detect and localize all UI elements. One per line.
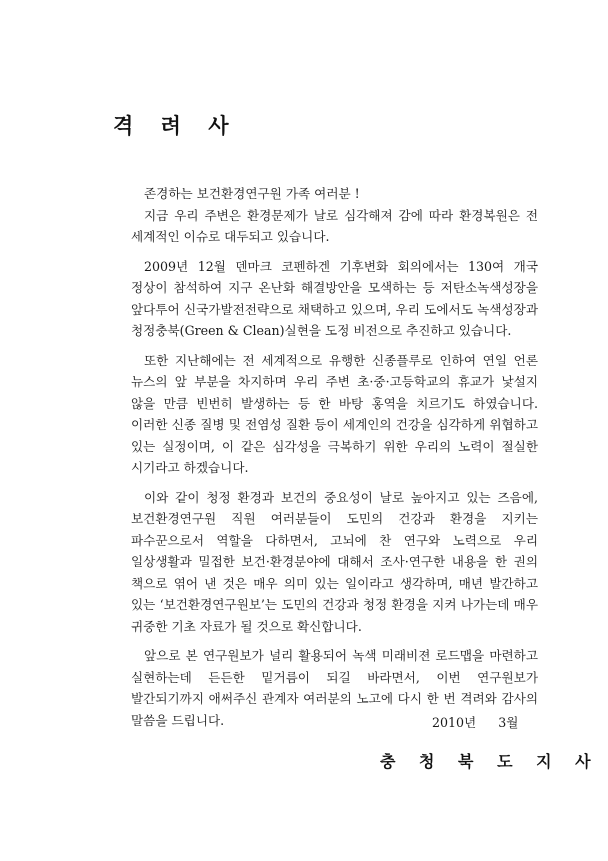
paragraph-2: 2009년 12월 덴마크 코펜하겐 기후변화 회의에서는 130여 개국 정상이 참석하여 지구 온난화 해결방안을 모색하는 등 저탄소녹색성장을 앞다투어 신국가발전전략으로 채택하고 있으며, 우리 도에서도 녹색성장과 청정충북(Green & Clean)실현을 도정 비전으로 추진하고 있습니다. [131, 258, 538, 338]
paragraph-1: 지금 우리 주변은 환경문제가 날로 심각해져 감에 따라 환경복원은 전 세계적인 이슈로 대두되고 있습니다. [131, 207, 538, 244]
paragraph-4: 이와 같이 청정 환경과 보건의 중요성이 날로 높아지고 있는 즈음에, 보건환경연구원 직원 여러분들이 도민의 건강과 환경을 지키는 파수꾼으로서 역할을 다하면서, 고뇌에 찬 연구와 노력으로 우리 일상생활과 밀접한 보건·환경분야에 대해서 조사·연구한 내용을 한 권의 책으로 엮어 낸 것은 매우 의미 있는 일이라고 생각하며, 매년 발간하고 있는 ‘보건환경연구원보’는 도민의 건강과 청정 환경을 지켜 나가는데 매우 귀중한 기초 자료가 될 것으로 확신합니다. [131, 489, 538, 634]
greeting-line: 존경하는 보건환경연구원 가족 여러분 ! [144, 186, 360, 201]
signature: 충 청 북 도 지 사 [380, 752, 600, 771]
page-title: 격 려 사 [113, 114, 239, 138]
letter-date [432, 712, 518, 731]
paragraph-3: 또한 지난해에는 전 세계적으로 유행한 신종플루로 인하여 연일 언론 뉴스의 앞 부분을 차지하며 우리 주변 초·중·고등학교의 휴교가 낯설지 않을 만큼 빈번히 발생하는 등 한 바탕 홍역을 치르기도 하였습니다. 이러한 신종 질병 및 전염성 질환 등이 세계인의 건강을 심각하게 위협하고 있는 실정이며, 이 같은 심각성을 극복하기 위한 우리의 노력이 절실한 시기라고 하겠습니다. [131, 352, 538, 475]
date-year: 2010년 [432, 715, 477, 730]
letter-body [131, 183, 538, 731]
date-month: 3월 [498, 715, 519, 730]
paragraph-5: 앞으로 본 연구원보가 널리 활용되어 녹색 미래비젼 로드맵을 마련하고 실현하는데 든든한 밑거름이 되길 바라면서, 이번 연구원보가 발간되기까지 애써주신 관계자 여러분의 노고에 다시 한 번 격려와 감사의 말씀을 드립니다. [131, 648, 538, 728]
